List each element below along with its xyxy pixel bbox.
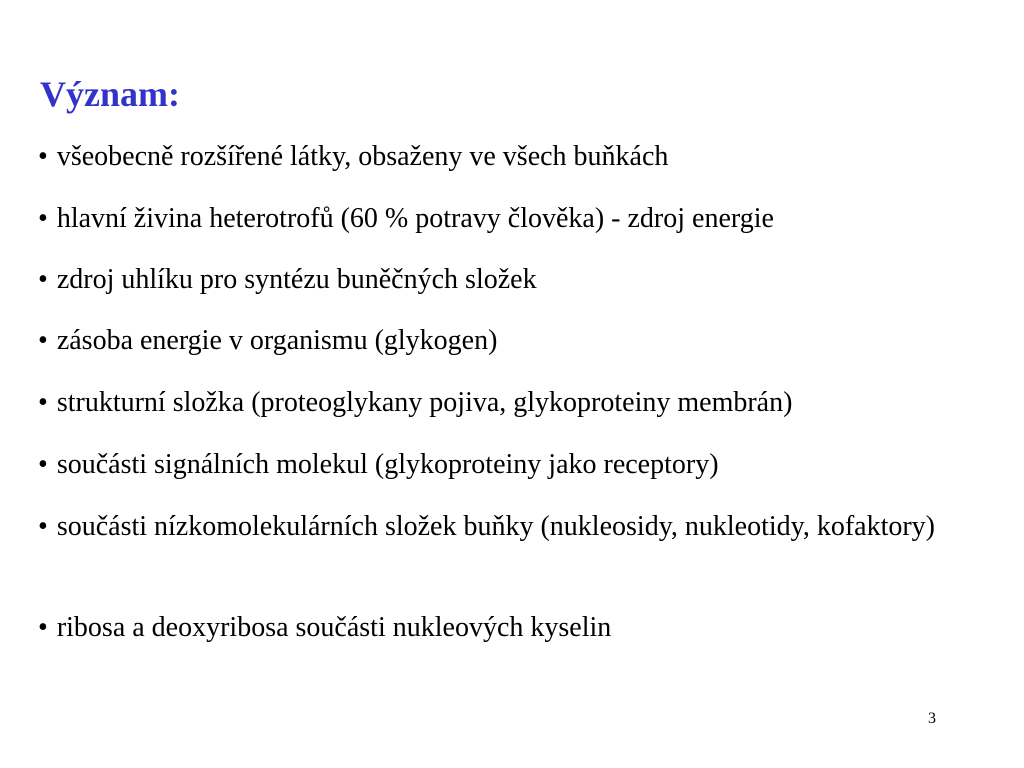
bullet-text: zdroj uhlíku pro syntézu buněčných složek	[56, 264, 537, 295]
bullet-text: hlavní živina heterotrofů (60 % potravy člověka) - zdroj energie	[56, 203, 774, 234]
bullet-text: zásoba energie v organismu (glykogen)	[56, 325, 498, 356]
bullet-text: součásti nízkomolekulárních složek buňky (nukleosidy, nukleotidy, kofaktory)	[56, 511, 935, 542]
bullet-item	[38, 202, 988, 236]
bullet-item	[38, 263, 988, 297]
bullet-text: součásti signálních molekul (glykoproteiny jako receptory)	[56, 449, 719, 480]
bullet-symbol: •	[38, 387, 48, 418]
slide-title: Význam:	[40, 74, 180, 114]
bullet-symbol: •	[38, 511, 48, 542]
bullet-text: ribosa a deoxyribosa součásti nukleových kyselin	[56, 612, 612, 643]
bullet-item	[38, 510, 988, 544]
bullet-item	[38, 611, 988, 645]
page-number: 3	[928, 710, 936, 727]
bullet-symbol: •	[38, 449, 48, 480]
bullet-symbol: •	[38, 612, 48, 643]
bullet-symbol: •	[38, 264, 48, 295]
bullet-symbol: •	[38, 141, 48, 172]
bullet-text: všeobecně rozšířené látky, obsaženy ve všech buňkách	[56, 141, 669, 172]
bullet-item	[38, 324, 988, 358]
bullet-item	[38, 448, 988, 482]
bullet-item	[38, 140, 988, 174]
bullet-item	[38, 386, 988, 420]
bullet-symbol: •	[38, 325, 48, 356]
bullet-text: strukturní složka (proteoglykany pojiva, glykoproteiny membrán)	[56, 387, 793, 418]
bullet-symbol: •	[38, 203, 48, 234]
